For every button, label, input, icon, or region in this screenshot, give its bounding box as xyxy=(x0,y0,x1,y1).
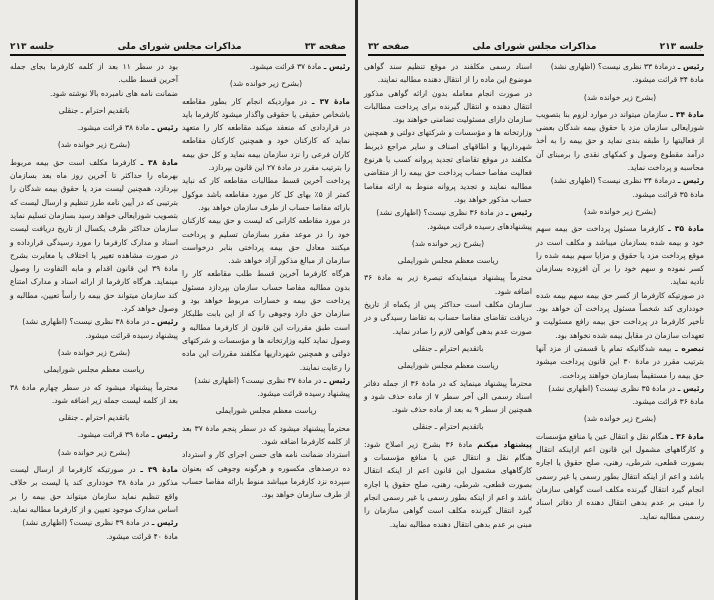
text-column xyxy=(364,60,532,531)
session-number: جلسه ۲۱۳ xyxy=(10,42,55,52)
centered-note: ریاست معظم مجلس شورایملی xyxy=(43,365,145,375)
speaker-or-article-label: مادهٔ ۳۹ ـ xyxy=(140,465,178,475)
paragraph-text: در صورتیکه کارفرما از ارسال لیست مذکور در مادهٔ ۳۸ خودداری کند یا لیست بر خلاف واقع تنظیم نماید سازمان میتواند حق بیمه را بر اساس مدارک موجود تعیین و از کارفرما مطالبه نماید. xyxy=(10,465,178,514)
centered-note: ریاست معظم مجلس شورایملی xyxy=(397,361,499,371)
article-paragraph xyxy=(536,430,704,523)
paragraph-text: در مادهٔ ۳۸ نظری نیست؟ (اظهاری نشد) xyxy=(22,317,150,327)
article-paragraph xyxy=(536,342,704,382)
article-paragraph xyxy=(10,121,178,134)
paragraph: پیشنهاد رسیده قرائت میشود. xyxy=(85,330,178,340)
session-number: جلسه ۲۱۳ xyxy=(659,42,704,52)
speaker-or-article-label: مادهٔ ۳۵ ـ xyxy=(668,224,705,234)
article-paragraph xyxy=(182,60,350,73)
centered-note: (بشرح زیر خوانده شد) xyxy=(411,238,485,248)
paragraph-text: کارفرما مسئول پرداخت حق بیمه سهم خود و بیمه شده بسازمان میباشد و مکلف است در موقع پرداخت مزد یا حقوق و مزایا سهم بیمه شده را کسر نموده و سهم خود را بر آن افزوده بسازمان تأدیه نماید. xyxy=(536,224,704,287)
centered-note: ریاست معظم مجلس شورایملی xyxy=(215,406,317,416)
speaker-or-article-label: رئیس ـ xyxy=(505,208,532,218)
page-header xyxy=(368,38,704,56)
page-header xyxy=(10,38,346,56)
centered-note: (بشرح زیر خوانده شد) xyxy=(229,79,303,89)
article-paragraph xyxy=(182,95,350,175)
paragraph: استرداد ضمانت نامه های حسن اجرای کار و استرداد ده درصدهای مکسوره و هرگونه وجوهی که بعنوان سپرده نزد کارفرما میباشد منوط بارائه مفاصا حساب از طرف سازمان خواهد بود. xyxy=(182,450,350,500)
paragraph: مادهٔ ۳۶ قرائت میشود. xyxy=(632,397,704,407)
speaker-or-article-label: مادهٔ ۳۴ ـ xyxy=(670,109,704,119)
speaker-or-article-label: مادهٔ ۳۶ ـ xyxy=(670,431,704,441)
article-paragraph xyxy=(10,428,178,441)
paragraph-text: در مادهٔ ۳۵ نظری نیست؟ (اظهاری نشد) xyxy=(548,383,676,393)
centered-note: (بشرح زیر خوانده شد) xyxy=(583,206,657,216)
speaker-or-article-label: رئیس ـ xyxy=(151,123,178,133)
paragraph: اسناد رسمی مکلفند در موقع تنظیم سند گواهی موضوع این ماده را از انتقال دهنده مطالبه نمایند. xyxy=(364,62,532,85)
speaker-or-article-label: رئیس ـ xyxy=(677,176,704,186)
text-column xyxy=(10,60,178,543)
paragraph: پرداخت آخرین قسط مطالبات مقاطعه کار که نباید کمتر از ۵٪ بهای کل کار مورد مقاطعه باشد موکول بارائه مفاصا حساب از طرف سازمان خواهد بود. xyxy=(182,176,351,212)
paragraph: مادهٔ ۳۴ قرائت میشود. xyxy=(632,75,704,85)
article-paragraph xyxy=(10,315,178,328)
speaker-or-article-label: رئیس ـ xyxy=(151,317,178,327)
paragraph-text: هنگام نقل و انتقال عین یا منافع مؤسسات و کارگاههای مشمول این قانون اعم ازاینکه انتقال بصورت قطعی، شرطی، رهنی، صلح حقوق یا اجاره باشد و اعم از اینکه انتقال بطور رسمی یا غیر رسمی انجام گیرد انتقال گیرنده مکلف است گواهی سازمان را مبنی بر عدم بدهی انتقال دهنده از دفاتر اسناد رسمی مطالبه نماید. xyxy=(536,431,704,521)
paragraph: در مورد مقاطعه کارانی که لیست و حق بیمه کارکنان خود را در موعد مقرر بسازمان تسلیم و پرداخت میکنند معادل حق بیمه پرداختی بنابر درخواست سازمان از مبالغ مذکور آزاد خواهد شد. xyxy=(182,216,350,266)
left-page xyxy=(0,0,356,600)
running-title: مذاکرات مجلس شورای ملی xyxy=(117,42,242,52)
paragraph-text: در مادهٔ ۳۷ نظری نیست؟ (اظهاری نشد) xyxy=(194,375,322,385)
paragraph-text: مادهٔ ۳۹ قرائت میشود. xyxy=(77,430,150,440)
article-paragraph xyxy=(10,516,178,529)
article-paragraph xyxy=(364,438,532,531)
paragraph: مادهٔ ۳۵ قرائت میشود. xyxy=(632,189,704,199)
article-paragraph xyxy=(10,463,178,516)
paragraph-text: در مواردیکه انجام کار بطور مقاطعه باشخاص حقیقی یا حقوقی واگذار میشود کارفرما باید در قراردادی که منعقد میکند مقاطعه کار را متعهد نماید که کارکنان خود و همچنین کارکنان مقاطعه کاران فرعی را نزد سازمان بیمه نماید و کل حق بیمه را بترتیب مقرر در مادهٔ ۲۷ این قانون بپردازد. xyxy=(182,96,350,173)
speaker-or-article-label: رئیس ـ xyxy=(677,62,704,71)
centered-note: (بشرح زیر خوانده شد) xyxy=(57,447,131,457)
speaker-or-article-label: رئیس ـ xyxy=(151,518,178,528)
paragraph: در صورتیکه کارفرما از کسر حق بیمه سهم بیمه شده خودداری کند شخصاً مسئول پرداخت آن خواهد بود. تأخیر کارفرما در پرداخت حق بیمه رافع مسئولیت و تعهدات سازمان در مقابل بیمه شده نخواهد بود. xyxy=(536,290,704,340)
speaker-or-article-label: پیشنهاد میکنم xyxy=(477,439,532,449)
paragraph: ضمانت نامه های نامبرده بالا نوشته شود. xyxy=(50,88,178,98)
text-column xyxy=(182,60,350,502)
article-paragraph xyxy=(536,174,704,187)
article-paragraph xyxy=(182,374,350,387)
speaker-or-article-label: تبصره ـ xyxy=(674,343,704,353)
article-paragraph xyxy=(536,222,704,288)
centered-note: (بشرح زیر خوانده شد) xyxy=(583,414,657,424)
speaker-or-article-label: رئیس ـ xyxy=(323,375,350,385)
paragraph: سازمان مکلف است حداکثر پس از یکماه از تاریخ دریافت تقاضای مفاصا حساب به تقاضا رسیدگی و در صورت عدم بدهی گواهی لازم را صادر نماید. xyxy=(364,300,532,336)
article-paragraph xyxy=(536,108,704,174)
article-paragraph xyxy=(10,156,178,316)
article-paragraph xyxy=(536,60,704,73)
article-paragraph xyxy=(536,382,704,395)
page-number: صفحه ۳۳ xyxy=(304,42,346,52)
centered-note: (بشرح زیر خوانده شد) xyxy=(57,347,131,357)
paragraph: محترماً پیشنهاد مینمایدکه تبصرهٔ زیر به مادهٔ ۳۶ اضافه شود. xyxy=(364,273,532,296)
speaker-or-article-label: رئیس ـ xyxy=(323,62,350,71)
speaker-or-article-label: مادهٔ ۳۸ ـ xyxy=(140,157,178,167)
paragraph: محترماً پیشنهاد مینماید که در مادهٔ ۳۶ از جمله دفاتر اسناد رسمی الی آخر سطر ۷ از ماده حذف شود و همچنین از سطر ۹ به بعد از ماده حذف شود. xyxy=(364,378,532,415)
paragraph-text: مادهٔ ۳۶ بشرح زیر اصلاح شود: هنگام نقل و انتقال عین یا منافع مؤسسات و کارگاههای مشمول این قانون اعم از اینکه انتقال بصورت قطعی، شرطی، رهنی، صلح حقوق یا اجاره باشد و اعم از اینکه بطور رسمی یا غیر رسمی انجام گیرد انتقال گیرنده مکلف است گواهی سازمان را مبنی بر عدم بدهی انتقال دهنده مطالبه نماید. xyxy=(364,439,532,529)
paragraph-text: در مادهٔ ۳۶ نظری نیست؟ (اظهاری نشد) xyxy=(376,208,504,218)
centered-note: باتقدیم احترام ـ جنقلی xyxy=(412,343,484,353)
page-number: صفحه ۳۲ xyxy=(368,42,410,52)
paragraph-text: درمادهٔ ۳۴ نظری نیست؟ (اظهاری نشد) xyxy=(550,176,676,186)
paragraph-text: درمادهٔ ۳۳ نظری نیست؟ (اظهاری نشد) xyxy=(550,62,676,71)
paragraph: در صورت انجام معامله بدون ارائه گواهی مذکور انتقال دهنده و انتقال گیرنده برای پرداخت مطالبات سازمان دارای مسئولیت تضامنی خواهند بود. xyxy=(364,88,532,125)
speaker-or-article-label: مادهٔ ۳۷ ـ xyxy=(311,96,350,106)
centered-note: باتقدیم احترام ـ جنقلی xyxy=(58,105,130,115)
centered-note: باتقدیم احترام ـ جنقلی xyxy=(412,422,484,432)
paragraph: پیشنهاد رسیده قرائت میشود. xyxy=(257,389,350,399)
paragraph: محترماً پیشنهاد میشود که در سطر پنجم مادهٔ ۳۷ بعد از کلمه کارفرما اضافه شود. xyxy=(182,423,350,447)
text-column xyxy=(536,60,704,523)
paragraph: پیشنهادهای رسیده قرائت میشود. xyxy=(427,221,532,231)
paragraph: بود در سطر ۱۱ بعد از کلمه کارفرما بجای جمله آخرین قسط طلب. xyxy=(10,62,178,85)
paragraph: محترماً پیشنهاد میشود که در سطر چهارم مادهٔ ۳۸ بعد از کلمه لیست جمله زیر اضافه شود. xyxy=(10,382,178,405)
right-page xyxy=(358,0,714,600)
paragraph-text: کارفرما مکلف است حق بیمه مربوط بهرماه را حداکثر تا آخرین روز ماه بعد بسازمان بپردازد، همچنین لیست مزد یا حقوق بیمه شدگان را بترتیبی که در آیین نامه طرز تنظیم و ارسال لیست که بتصویب شورایعالی خواهد رسید بسازمان تسلیم نماید سازمان حداکثر ظرف یکسال از تاریخ دریافت لیست اسناد و مدارک کارفرما را مورد رسیدگی قرارداده و در صورت مشاهده تغییر یا اختلاف یا مغایرت بشرح مادهٔ ۳۹ این قانون اقدام و مابه التفاوت را وصول مینماید. هرگاه کارفرما از ارائه اسناد و مدارک امتناع کند سازمان میتواند حق بیمه را رأساً تعیین، مطالبه و وصول خواهد کرد. xyxy=(10,157,178,314)
paragraph-text: بیمه شدگانیکه تمام یا قسمتی از مزد آنها بترتیب مقرر در مادهٔ ۳۰ این قانون پرداخت میشود حق بیمه را مستقیماً بسازمان خواهند پرداخت. xyxy=(536,343,704,380)
speaker-or-article-label: رئیس ـ xyxy=(151,430,178,440)
paragraph: هرگاه کارفرما آخرین قسط طلب مقاطعه کار را بدون مطالبه مفاصا حساب سازمان بپردازد مسئول پرداخت حق بیمه و خسارات مربوط خواهد بود و سازمان حق دارد وجوهی را که از این بابت طلبکار است طبق مقررات این قانون از کارفرما مطالبه و وصول نماید کلیه وزارتخانه ها و مؤسسات و شرکتهای دولتی و همچنین شهرداریها مکلفند مقررات این ماده را رعایت نمایند. xyxy=(182,269,350,372)
paragraph-text: مادهٔ ۳۸ قرائت میشود. xyxy=(77,123,150,133)
running-title: مذاکرات مجلس شورای ملی xyxy=(472,42,597,52)
centered-note: (بشرح زیر خوانده شد) xyxy=(583,92,657,102)
centered-note: (بشرح زیر خوانده شد) xyxy=(57,140,131,150)
paragraph-text: در مادهٔ ۳۹ نظری نیست؟ (اظهاری نشد) xyxy=(22,518,150,528)
paragraph: وزارتخانه ها و مؤسسات و شرکتهای دولتی و همچنین شهرداریها و اطاقهای اصناف و سایر مراجع ذیربط مکلفند در موقع تقاضای تجدید پروانه کسب یا هرنوع فعالیت مفاصا حساب پرداخت حق بیمه را از متقاضی مطالبه نمایند و تجدید پروانه منوط به ارائه مفاصا حساب مذکور خواهد بود. xyxy=(364,128,532,204)
article-paragraph xyxy=(364,206,532,219)
paragraph-text: سازمان میتواند در موارد لزوم بنا بتصویب شورایعالی سازمان مزد یا حقوق بیمه شدگان بعضی از فعالیتها را طبقه بندی نماید و حق بیمه را به أخذ درآمد مقطوع وصول و کمکهای نقدی را برمبنای آن محاسبه و پرداخت نماید. xyxy=(536,109,704,173)
paragraph: مادهٔ ۴۰ قرائت میشود. xyxy=(106,531,178,541)
centered-note: باتقدیم احترام ـ جنقلی xyxy=(58,413,130,423)
centered-note: ریاست معظم مجلس شورایملی xyxy=(397,256,499,266)
speaker-or-article-label: رئیس ـ xyxy=(677,383,704,393)
paragraph-text: مادهٔ ۳۷ قرائت میشود. xyxy=(249,62,322,71)
